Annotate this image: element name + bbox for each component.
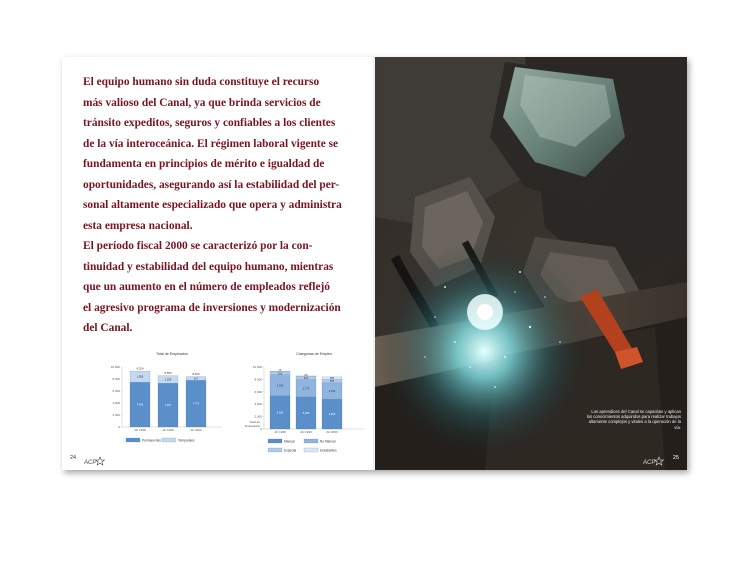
bar-total-label: 8,555 xyxy=(164,371,172,376)
chart-categorias-empleo-svg xyxy=(232,347,367,462)
x-tick-label: AF 2000 xyxy=(190,428,202,432)
legend-swatch xyxy=(268,448,282,452)
y-tick-label: 4,000 xyxy=(112,401,120,405)
legend-label: Especial xyxy=(284,448,297,453)
bar-value-label: 1,258 xyxy=(164,378,172,382)
x-tick-label: AF 2000 xyxy=(326,430,338,434)
bar-value-label: 5,366 xyxy=(276,411,284,415)
bar-value-label: 7,773 xyxy=(192,402,200,406)
side-label: Total de xyxy=(249,420,260,424)
bar-value-label: 385 xyxy=(329,376,335,380)
legend-swatch xyxy=(268,439,282,443)
paragraph-1 xyxy=(83,72,353,236)
bar-value-label: 516 xyxy=(277,372,283,376)
legend-label: Manual xyxy=(284,439,295,444)
legend-label: Estudiantes xyxy=(320,448,337,453)
legend-swatch xyxy=(126,438,140,442)
legend-label: No Manual xyxy=(320,439,336,444)
bar-value-label: 4,816 xyxy=(328,413,336,417)
y-tick-label: 10,000 xyxy=(252,365,262,369)
page-number-left: 24 xyxy=(70,455,77,461)
paragraph-2-line: tinuidad y estabilidad del equipo humano, mientras xyxy=(83,260,334,273)
paragraph-2-line: El período fiscal 2000 se caracterizó por la con- xyxy=(83,240,313,252)
y-tick-label: 10,000 xyxy=(110,365,120,369)
paragraph-2-line: que un aumento en el número de empleados reflejó xyxy=(83,281,331,293)
bar-value-label: 76 xyxy=(278,369,282,373)
chart-total-empleados xyxy=(102,347,232,452)
bar-value-label: 627 xyxy=(193,377,199,381)
bar-value-label: 7,466 xyxy=(136,403,144,407)
welder-photo xyxy=(375,57,687,470)
bar-value-label: 2,770 xyxy=(302,387,310,391)
chart-title: Total de Empleados xyxy=(156,352,188,356)
bar-value-label: 3,366 xyxy=(276,384,284,388)
y-tick-label: 2,000 xyxy=(112,413,120,417)
y-tick-label: 0 xyxy=(118,425,120,429)
paragraph-1-line: de la vía interoceánica. El régimen laboral vigente se xyxy=(83,137,339,150)
bar-value-label: 513 xyxy=(303,377,309,381)
legend-swatch xyxy=(304,439,318,443)
acp-logo-right xyxy=(643,453,665,470)
paragraph-1-line: oportunidades, asegurando así la estabilidad del per- xyxy=(83,178,340,191)
paragraph-1-line: tránsito expeditos, seguros y confiables a los clientes xyxy=(83,117,336,129)
y-tick-label: 4,000 xyxy=(254,402,262,407)
side-label: Empleados xyxy=(244,424,260,428)
bar-value-label: 2,616 xyxy=(328,390,336,394)
bar-value-label: 89 xyxy=(304,374,308,378)
x-tick-label: AF 1998 xyxy=(274,430,286,434)
paragraph-1-line: más valioso del Canal, ya que brinda servicios de xyxy=(83,96,321,109)
paragraph-1-line: esta empresa nacional. xyxy=(83,219,193,232)
paragraph-1-line: fundamenta en principios de mérito e igualdad de xyxy=(83,158,325,170)
paragraph-2-line: del Canal. xyxy=(83,322,133,334)
legend-label: Permanentes xyxy=(142,438,161,443)
legend-swatch xyxy=(162,438,176,442)
legend-label: Temporales xyxy=(178,438,195,443)
y-tick-label: 8,000 xyxy=(112,377,120,381)
x-tick-label: AF 1999 xyxy=(300,430,312,434)
bar-value-label: 1,858 xyxy=(136,375,144,379)
paragraph-1-line: El equipo humano sin duda constituye el recurso xyxy=(83,76,320,88)
paragraph-2 xyxy=(83,236,353,339)
y-tick-label: 2,000 xyxy=(254,414,262,419)
y-tick-label: 8,000 xyxy=(254,377,262,382)
acp-logo-right-text: ACP xyxy=(643,460,656,466)
chart-total-empleados-svg xyxy=(102,347,232,452)
brochure-spread xyxy=(62,57,687,470)
acp-logo-left xyxy=(84,453,106,471)
bar-total-label: 8,400 xyxy=(192,372,200,377)
page-number-right: 25 xyxy=(672,455,679,461)
chart-categorias-empleo xyxy=(232,347,367,462)
bar-value-label: 5,183 xyxy=(302,411,310,415)
body-text xyxy=(83,72,353,339)
x-tick-label: AF 1998 xyxy=(134,428,146,432)
x-tick-label: AF 1999 xyxy=(162,428,174,432)
left-page xyxy=(62,57,375,470)
paragraph-1-line: sonal altamente especializado que opera y administra xyxy=(83,199,342,211)
photo-caption: Los aprendices del Canal se capacitan y aplican los conocimientos adquiridos para realizar trabajos altamente complejos y vitales a la operación de la vía. xyxy=(586,409,681,430)
y-tick-label: 0 xyxy=(260,427,262,431)
chart-title: Categorías de Empleo xyxy=(296,352,332,356)
paragraph-2-line: el agresivo programa de inversiones y modernización xyxy=(83,301,341,314)
bar-total-label: 9,324 xyxy=(136,366,144,371)
y-tick-label: 6,000 xyxy=(254,389,262,394)
acp-logo-left-text: ACP xyxy=(84,460,97,466)
page-gutter xyxy=(373,57,377,470)
legend-swatch xyxy=(304,448,318,452)
bar-value-label: 7,297 xyxy=(164,404,172,408)
y-tick-label: 6,000 xyxy=(112,389,120,393)
bar-value-label: 583 xyxy=(329,380,335,384)
